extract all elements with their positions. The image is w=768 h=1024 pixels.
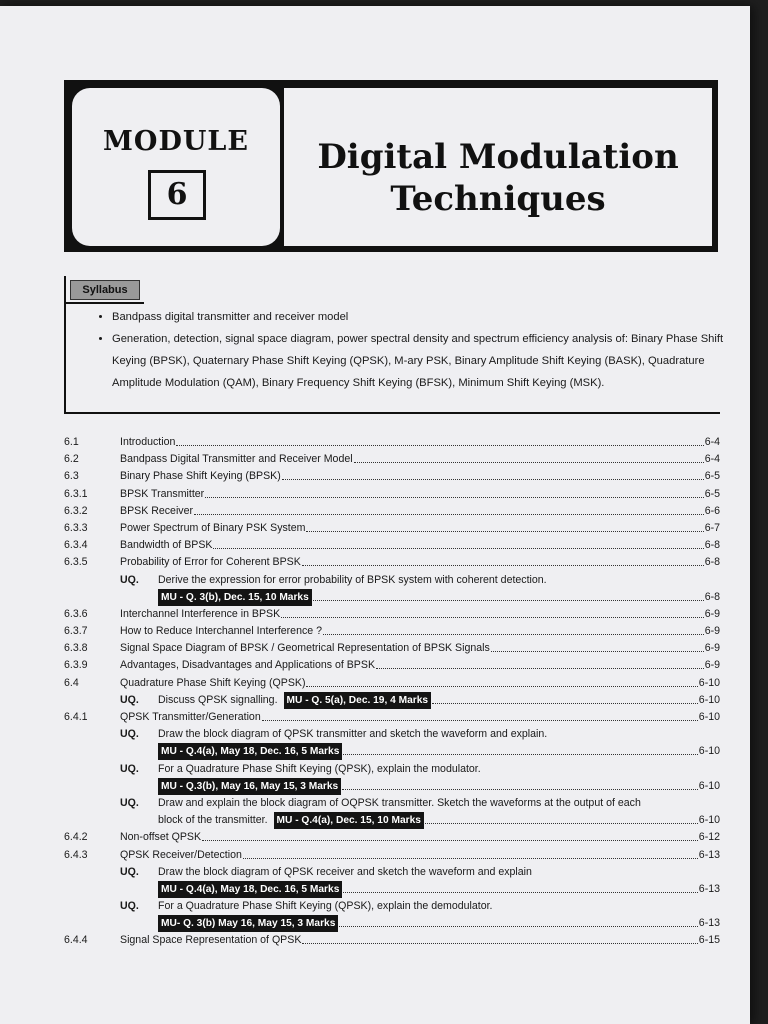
toc-entry <box>64 486 720 503</box>
toc-number: 6.4 <box>64 676 79 689</box>
toc-page-number: 6-13 <box>698 917 720 930</box>
toc-page-number: 6-15 <box>698 934 720 947</box>
question-text: For a Quadrature Phase Shift Keying (QPSK), explain the demodulator. <box>158 900 493 913</box>
toc-entry <box>64 451 720 468</box>
syllabus-item: • Generation, detection, signal space diagram, power spectral density and spectrum efficiency analysis of: Binary Phase Shift Keying (BPSK), Quaternary Phase Shift Keying (QPSK), M-ary PSK, Binary Amplitude Shift Keying (BASK), Quadrature Amplitude Modulation (QAM), Binary Frequency Shift Keying (BFSK), Minimum Shift Keying (MSK). <box>112 328 732 394</box>
dot-leader <box>243 847 698 859</box>
syllabus-badge: Syllabus <box>70 280 140 300</box>
toc-page-number: 6-9 <box>704 607 720 620</box>
toc-entry <box>64 554 720 571</box>
toc-page-number: 6-7 <box>704 521 720 534</box>
dot-leader <box>354 451 704 463</box>
toc-page-number: 6-8 <box>704 590 720 603</box>
question-text: Draw the block diagram of QPSK receiver and sketch the waveform and explain <box>158 865 532 878</box>
exam-mark-badge: MU - Q. 3(b), Dec. 15, 10 Marks <box>158 589 312 606</box>
dot-leader <box>376 657 704 669</box>
dot-leader <box>323 623 704 635</box>
toc-entry <box>64 520 720 537</box>
exam-mark-badge: MU- Q. 3(b) May 16, May 15, 3 Marks <box>158 915 338 932</box>
title-box <box>284 88 712 246</box>
toc-entry <box>64 537 720 554</box>
dot-leader <box>343 881 697 893</box>
toc-title: BPSK Transmitter <box>120 487 205 500</box>
syllabus-list <box>86 306 732 394</box>
dot-leader <box>194 503 704 515</box>
toc-page-number: 6-9 <box>704 659 720 672</box>
dot-leader <box>339 915 697 927</box>
toc-entry <box>64 778 720 795</box>
toc-entry <box>64 932 720 949</box>
dot-leader <box>302 932 697 944</box>
dot-leader <box>282 468 704 480</box>
toc-title: Binary Phase Shift Keying (BPSK) <box>120 470 281 483</box>
toc-number: 6.3.3 <box>64 521 88 534</box>
toc-entry <box>64 881 720 898</box>
toc-title: block of the transmitter. <box>158 814 268 827</box>
dot-leader <box>205 486 704 498</box>
module-label: MODULE <box>103 126 249 157</box>
dot-leader <box>425 812 698 824</box>
toc-page-number: 6-8 <box>704 539 720 552</box>
toc-number: 6.4.2 <box>64 831 88 844</box>
toc-number: 6.3.5 <box>64 556 88 569</box>
toc-entry <box>64 743 720 760</box>
uq-label: UQ. <box>120 573 139 586</box>
toc-title: Power Spectrum of Binary PSK System <box>120 521 306 534</box>
toc-page-number: 6-10 <box>698 814 720 827</box>
toc-page-number: 6-12 <box>698 831 720 844</box>
toc-page-number: 6-5 <box>704 487 720 500</box>
toc-page-number: 6-10 <box>698 745 720 758</box>
question-text: For a Quadrature Phase Shift Keying (QPSK), explain the modulator. <box>158 762 481 775</box>
toc-entry <box>64 675 720 692</box>
toc-number: 6.3.1 <box>64 487 88 500</box>
toc-page-number: 6-13 <box>698 882 720 895</box>
toc-number: 6.2 <box>64 453 79 466</box>
toc-entry <box>64 915 720 932</box>
toc-entry <box>64 468 720 485</box>
question-text: Draw and explain the block diagram of OQPSK transmitter. Sketch the waveforms at the output of each <box>158 796 641 809</box>
dot-leader <box>202 829 698 841</box>
toc-number: 6.3 <box>64 470 79 483</box>
toc-title: How to Reduce Interchannel Interference ? <box>120 625 322 638</box>
toc-entry <box>64 864 720 881</box>
toc-number: 6.3.7 <box>64 625 88 638</box>
dot-leader <box>176 434 703 446</box>
book-page <box>0 6 750 1024</box>
toc-title: QPSK Transmitter/Generation <box>120 711 261 723</box>
toc-title: Interchannel Interference in BPSK <box>120 607 281 620</box>
uq-label: UQ. <box>120 865 139 878</box>
toc-entry <box>64 657 720 674</box>
toc-number: 6.3.2 <box>64 504 88 517</box>
toc-entry <box>64 572 720 589</box>
toc-page-number: 6-9 <box>704 625 720 638</box>
toc-number: 6.3.9 <box>64 659 88 672</box>
toc-page-number: 6-10 <box>698 711 720 723</box>
toc-number: 6.3.4 <box>64 539 88 552</box>
toc-entry <box>64 726 720 743</box>
question-text: Draw the block diagram of QPSK transmitter and sketch the waveform and explain. <box>158 728 548 741</box>
syllabus-item: • Bandpass digital transmitter and receiver model <box>112 306 732 328</box>
toc-title: Quadrature Phase Shift Keying (QPSK) <box>120 676 306 689</box>
toc-page-number: 6-4 <box>704 436 720 448</box>
toc-page-number: 6-10 <box>698 693 720 706</box>
exam-mark-badge: MU - Q. 5(a), Dec. 19, 4 Marks <box>284 692 432 709</box>
dot-leader <box>313 589 704 601</box>
toc-entry <box>64 709 720 726</box>
toc-entry <box>64 829 720 846</box>
toc-page-number: 6-13 <box>698 848 720 861</box>
toc-title: Signal Space Representation of QPSK <box>120 934 302 947</box>
toc-page-number: 6-4 <box>704 453 720 466</box>
toc-page-number: 6-8 <box>704 556 720 569</box>
toc-title: Probability of Error for Coherent BPSK <box>120 556 301 569</box>
toc-title: Bandpass Digital Transmitter and Receiver Model <box>120 453 353 466</box>
toc-title: QPSK Receiver/Detection <box>120 848 242 861</box>
toc-page-number: 6-9 <box>704 642 720 655</box>
toc-entry <box>64 503 720 520</box>
toc-number: 6.4.1 <box>64 711 88 723</box>
syllabus-section <box>64 276 724 414</box>
toc-page-number: 6-10 <box>698 779 720 792</box>
dot-leader <box>302 554 704 566</box>
uq-label: UQ. <box>120 900 139 913</box>
dot-leader <box>262 709 698 721</box>
exam-mark-badge: MU - Q.4(a), May 18, Dec. 16, 5 Marks <box>158 743 342 760</box>
toc-page-number: 6-10 <box>698 676 720 689</box>
toc-entry <box>64 795 720 812</box>
exam-mark-badge: MU - Q.3(b), May 16, May 15, 3 Marks <box>158 778 341 795</box>
toc-entry <box>64 606 720 623</box>
dot-leader <box>432 692 698 704</box>
toc-title: Non-offset QPSK <box>120 831 202 844</box>
module-box <box>72 88 280 246</box>
uq-label: UQ. <box>120 728 139 741</box>
toc-title: Introduction <box>120 436 176 448</box>
toc-entry <box>64 692 720 709</box>
dot-leader <box>306 675 697 687</box>
toc-entry <box>64 589 720 606</box>
dot-leader <box>306 520 703 532</box>
module-header <box>64 80 718 252</box>
syllabus-divider <box>66 302 144 304</box>
toc-entry <box>64 847 720 864</box>
dot-leader <box>281 606 704 618</box>
toc-number: 6.4.4 <box>64 934 88 947</box>
title-line-2: Techniques <box>390 179 606 219</box>
toc-entry <box>64 812 720 829</box>
toc-entry <box>64 761 720 778</box>
exam-mark-badge: MU - Q.4(a), May 18, Dec. 16, 5 Marks <box>158 881 342 898</box>
toc-number: 6.4.3 <box>64 848 88 861</box>
dot-leader <box>491 640 704 652</box>
toc-title: Advantages, Disadvantages and Applications of BPSK <box>120 659 376 672</box>
toc-title: BPSK Receiver <box>120 504 194 517</box>
toc-entry <box>64 623 720 640</box>
uq-label: UQ. <box>120 693 139 706</box>
module-number: 6 <box>148 170 206 220</box>
title-line-1: Digital Modulation <box>317 137 679 177</box>
dot-leader <box>342 778 698 790</box>
toc-number: 6.1 <box>64 436 79 448</box>
module-title <box>294 136 702 220</box>
toc-number: 6.3.6 <box>64 607 88 620</box>
question-text: Derive the expression for error probability of BPSK system with coherent detection. <box>158 573 547 586</box>
toc-title: Bandwidth of BPSK <box>120 539 213 552</box>
dot-leader <box>343 743 697 755</box>
toc-page-number: 6-5 <box>704 470 720 483</box>
toc-page-number: 6-6 <box>704 504 720 517</box>
question-text: Discuss QPSK signalling. <box>158 693 278 706</box>
table-of-contents <box>64 434 720 950</box>
dot-leader <box>213 537 703 549</box>
toc-title: Signal Space Diagram of BPSK / Geometrical Representation of BPSK Signals <box>120 642 490 655</box>
uq-label: UQ. <box>120 796 139 809</box>
toc-entry <box>64 434 720 451</box>
toc-number: 6.3.8 <box>64 642 88 655</box>
uq-label: UQ. <box>120 762 139 775</box>
exam-mark-badge: MU - Q.4(a), Dec. 15, 10 Marks <box>274 812 424 829</box>
toc-entry <box>64 640 720 657</box>
toc-entry <box>64 898 720 915</box>
